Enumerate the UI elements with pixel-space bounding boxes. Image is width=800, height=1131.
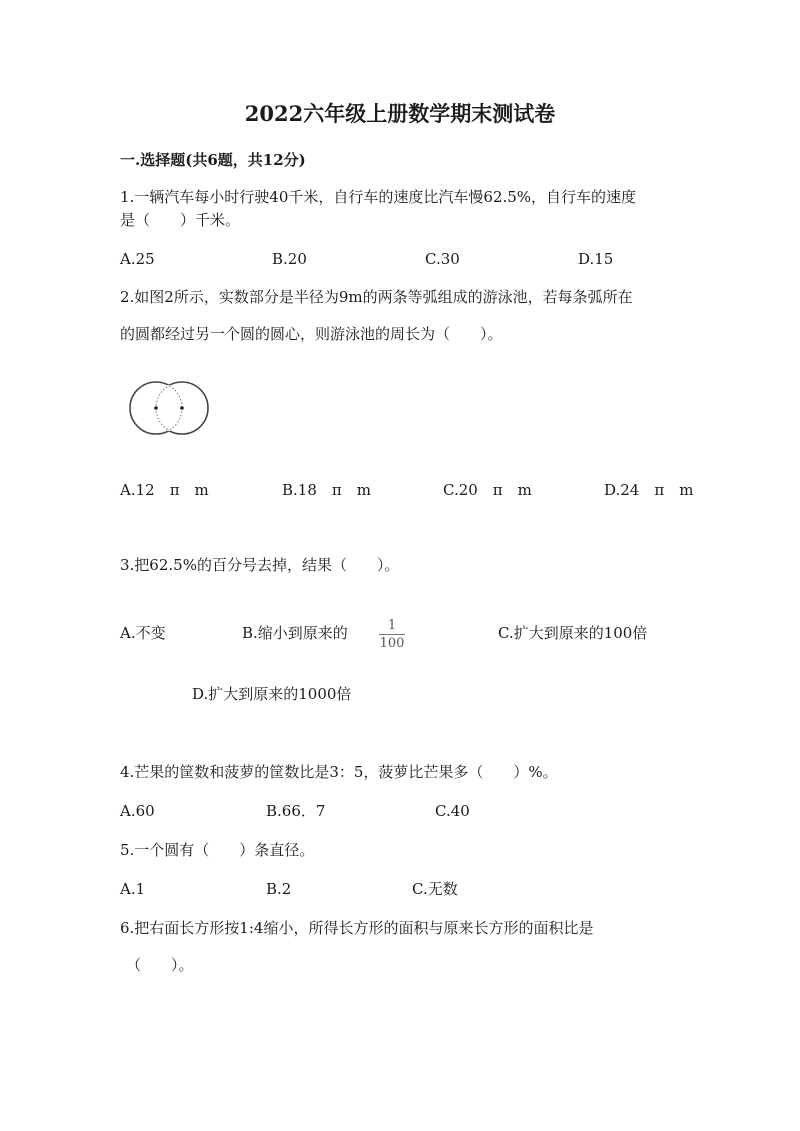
- option-c[interactable]: C.扩大到原来的100倍: [498, 624, 648, 642]
- question-text: 1.一辆汽车每小时行驶40千米，自行车的速度比汽车慢62.5%，自行车的速度: [120, 188, 637, 206]
- option-a[interactable]: A.25: [120, 250, 155, 268]
- question-text: 5.一个圆有（ ）条直径。: [120, 841, 315, 859]
- page-title: 2022六年级上册数学期末测试卷: [244, 101, 556, 126]
- option-b[interactable]: B.缩小到原来的: [242, 624, 348, 642]
- fraction: [379, 618, 405, 651]
- question-text: 4.芒果的筐数和菠萝的筐数比是3：5，菠萝比芒果多（ ）%。: [120, 763, 558, 781]
- option-d[interactable]: D.24 π m: [604, 481, 694, 499]
- right-center-dot: [180, 406, 184, 410]
- fraction-bar: [379, 634, 405, 635]
- question-text: 6.把右面长方形按1:4缩小，所得长方形的面积与原来长方形的面积比是: [120, 919, 594, 937]
- option-a[interactable]: A.12 π m: [120, 481, 209, 499]
- fraction-numerator: 1: [387, 618, 397, 633]
- option-a[interactable]: A.1: [120, 880, 146, 898]
- option-c[interactable]: C.40: [435, 802, 470, 820]
- question-text: 的圆都经过另一个圆的圆心，则游泳池的周长为（ ）。: [120, 325, 503, 343]
- option-a[interactable]: A.60: [120, 802, 155, 820]
- option-b[interactable]: B.18 π m: [282, 481, 371, 499]
- question-text: （ ）。: [126, 956, 194, 974]
- question-text: 2.如图2所示，实数部分是半径为9m的两条等弧组成的游泳池，若每条弧所在: [120, 288, 633, 306]
- option-c[interactable]: C.无数: [412, 880, 458, 898]
- question-text: 是（ ）千米。: [120, 211, 241, 229]
- option-c[interactable]: C.20 π m: [443, 481, 532, 499]
- option-d[interactable]: D.15: [578, 250, 614, 268]
- option-a[interactable]: A.不变: [120, 624, 166, 642]
- option-c[interactable]: C.30: [425, 250, 460, 268]
- fraction-denominator: 100: [379, 636, 405, 651]
- option-b[interactable]: B.2: [266, 880, 292, 898]
- option-b[interactable]: B.20: [272, 250, 307, 268]
- two-circles-diagram: [128, 378, 210, 438]
- left-center-dot: [154, 406, 158, 410]
- option-b[interactable]: B.66．7: [266, 802, 326, 820]
- question-text: 3.把62.5%的百分号去掉，结果（ ）。: [120, 556, 400, 574]
- section-heading: 一.选择题(共6题，共12分): [120, 151, 306, 169]
- option-d[interactable]: D.扩大到原来的1000倍: [192, 685, 352, 703]
